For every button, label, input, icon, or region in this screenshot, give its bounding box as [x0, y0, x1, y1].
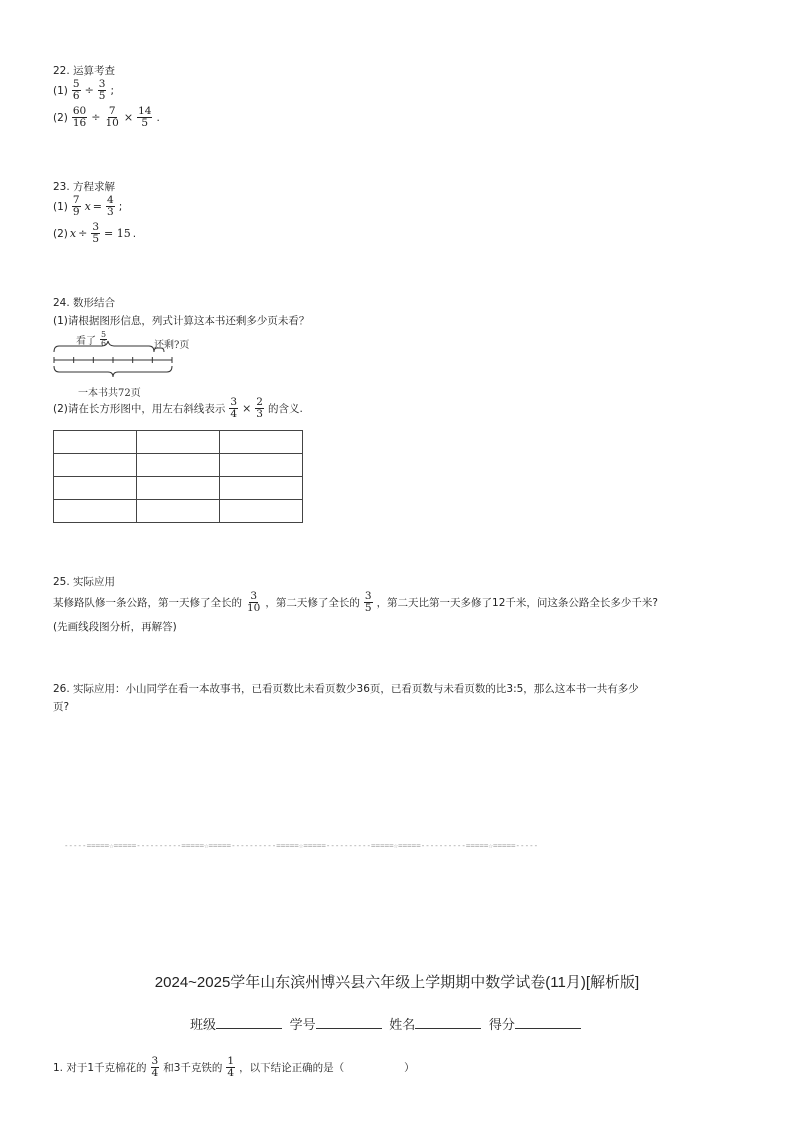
fraction: $\frac{7}{9}$ — [72, 194, 80, 218]
q22-title: 22. 运算考查 — [53, 65, 116, 77]
q24-part1: (1)请根据图形信息，列式计算这本书还剩多少页未看？ — [53, 315, 310, 327]
q22-part1 — [53, 79, 114, 102]
fraction: $\frac{3}{5}$ — [92, 221, 99, 245]
punct: . — [156, 111, 160, 124]
q24-part2-text: (2)请在长方形图中，用左右斜线表示 — [53, 402, 226, 415]
fraction: $\frac{3}{4}$ — [151, 1055, 159, 1079]
read-label — [76, 331, 109, 348]
op-equals: = — [92, 199, 102, 213]
op-divide: ÷ — [91, 110, 101, 124]
fraction: $\frac{4}{3}$ — [107, 194, 114, 218]
grid-cell[interactable] — [220, 477, 303, 500]
read-label-text: 看了 — [76, 336, 96, 347]
total-label: 一本书共72页 — [78, 388, 141, 399]
grid-cell[interactable] — [137, 431, 220, 454]
op-multiply: × — [242, 401, 252, 415]
q25-note: (先画线段图分析，再解答) — [53, 621, 177, 633]
total-brace — [54, 366, 172, 377]
id-label: 学号 — [289, 1017, 316, 1032]
q24-part2-tail: 的含义. — [267, 402, 303, 415]
grid-row — [54, 431, 303, 454]
q1-text-1: 1. 对于1千克棉花的 — [53, 1061, 147, 1074]
id-field[interactable] — [316, 1016, 382, 1029]
grid-cell[interactable] — [137, 454, 220, 477]
fraction: $\frac{3}{10}$ — [247, 590, 261, 614]
fraction: $\frac{3}{5}$ — [364, 590, 372, 614]
q23-p1-label: (1) — [53, 200, 68, 213]
score-label: 得分 — [488, 1017, 515, 1032]
grid-cell[interactable] — [220, 454, 303, 477]
grid-row — [54, 477, 303, 500]
q23-part2 — [53, 222, 136, 245]
q22-p2-label: (2) — [53, 111, 68, 124]
q25-title: 25. 实际应用 — [53, 576, 116, 588]
score-field[interactable] — [515, 1016, 581, 1029]
fraction: $\frac{3}{5}$ — [98, 78, 106, 102]
remaining-label: 还剩?页 — [154, 340, 190, 351]
q25-body — [53, 591, 658, 614]
op-equals-value: = 15 — [104, 226, 131, 240]
punct: . — [132, 227, 137, 240]
q24-title: 24. 数形结合 — [53, 297, 116, 309]
student-info-row — [190, 1014, 585, 1033]
fraction: $\frac{2}{3}$ — [256, 396, 263, 420]
q1-text-4: ） — [404, 1061, 415, 1074]
rectangle-grid-body — [54, 431, 303, 523]
grid-cell[interactable] — [54, 454, 137, 477]
q26-line1: 26. 实际应用：小山同学在看一本故事书，已看页数比未看页数少36页，已看页数与未看页数的比3:5，那么这本书一共有多少 — [53, 683, 639, 695]
q25-text-1: 某修路队修一条公路，第一天修了全长的 — [53, 596, 242, 609]
fraction: $\frac{7}{10}$ — [105, 105, 119, 129]
fraction: $\frac{3}{4}$ — [230, 396, 238, 420]
q25-text-2: ，第二天修了全长的 — [265, 596, 360, 609]
q23-p2-label: (2) — [53, 227, 68, 240]
variable-x: x — [69, 226, 77, 240]
fraction: $\frac{5}{6}$ — [101, 330, 107, 348]
q22-part2 — [53, 106, 160, 129]
grid-cell[interactable] — [54, 500, 137, 523]
q24-part2 — [53, 397, 303, 420]
grid-cell[interactable] — [137, 500, 220, 523]
fraction: $\frac{1}{4}$ — [227, 1055, 235, 1079]
fraction: $\frac{14}{5}$ — [138, 105, 152, 129]
q23-part1 — [53, 195, 122, 218]
punct: ; — [118, 200, 123, 213]
q25-text-3: ，第二天比第一天多修了12千米，问这条公路全长多少千米? — [376, 596, 658, 609]
op-multiply: × — [123, 110, 134, 124]
q26-line2: 页? — [53, 701, 70, 713]
grid-cell[interactable] — [54, 477, 137, 500]
variable-x: x — [84, 199, 91, 213]
grid-cell[interactable] — [54, 431, 137, 454]
page-separator: -----=====☆=====----------=====☆=====----------=====☆=====----------=====☆=====----------=====☆=====----- — [64, 841, 539, 850]
q1-text-2: 和3千克铁的 — [163, 1061, 223, 1074]
op-divide: ÷ — [78, 226, 88, 240]
grid-cell[interactable] — [220, 500, 303, 523]
name-field[interactable] — [415, 1016, 481, 1029]
fraction: $\frac{60}{16}$ — [72, 105, 87, 129]
q1-body — [53, 1056, 415, 1079]
class-label: 班级 — [190, 1017, 217, 1032]
name-label: 姓名 — [389, 1017, 416, 1032]
q22-p1-label: (1) — [53, 84, 68, 97]
exam-title: 2024~2025学年山东滨州博兴县六年级上学期期中数学试卷(11月)[解析版] — [154, 974, 640, 991]
grid-row — [54, 454, 303, 477]
grid-cell[interactable] — [137, 477, 220, 500]
rectangle-grid[interactable] — [53, 430, 303, 523]
grid-row — [54, 500, 303, 523]
fraction: $\frac{5}{6}$ — [72, 78, 80, 102]
op-divide: ÷ — [84, 83, 94, 97]
punct: ; — [110, 84, 115, 97]
q1-text-3: ，以下结论正确的是（ — [239, 1061, 345, 1074]
grid-cell[interactable] — [220, 431, 303, 454]
class-field[interactable] — [216, 1016, 282, 1029]
q23-title: 23. 方程求解 — [53, 181, 116, 193]
